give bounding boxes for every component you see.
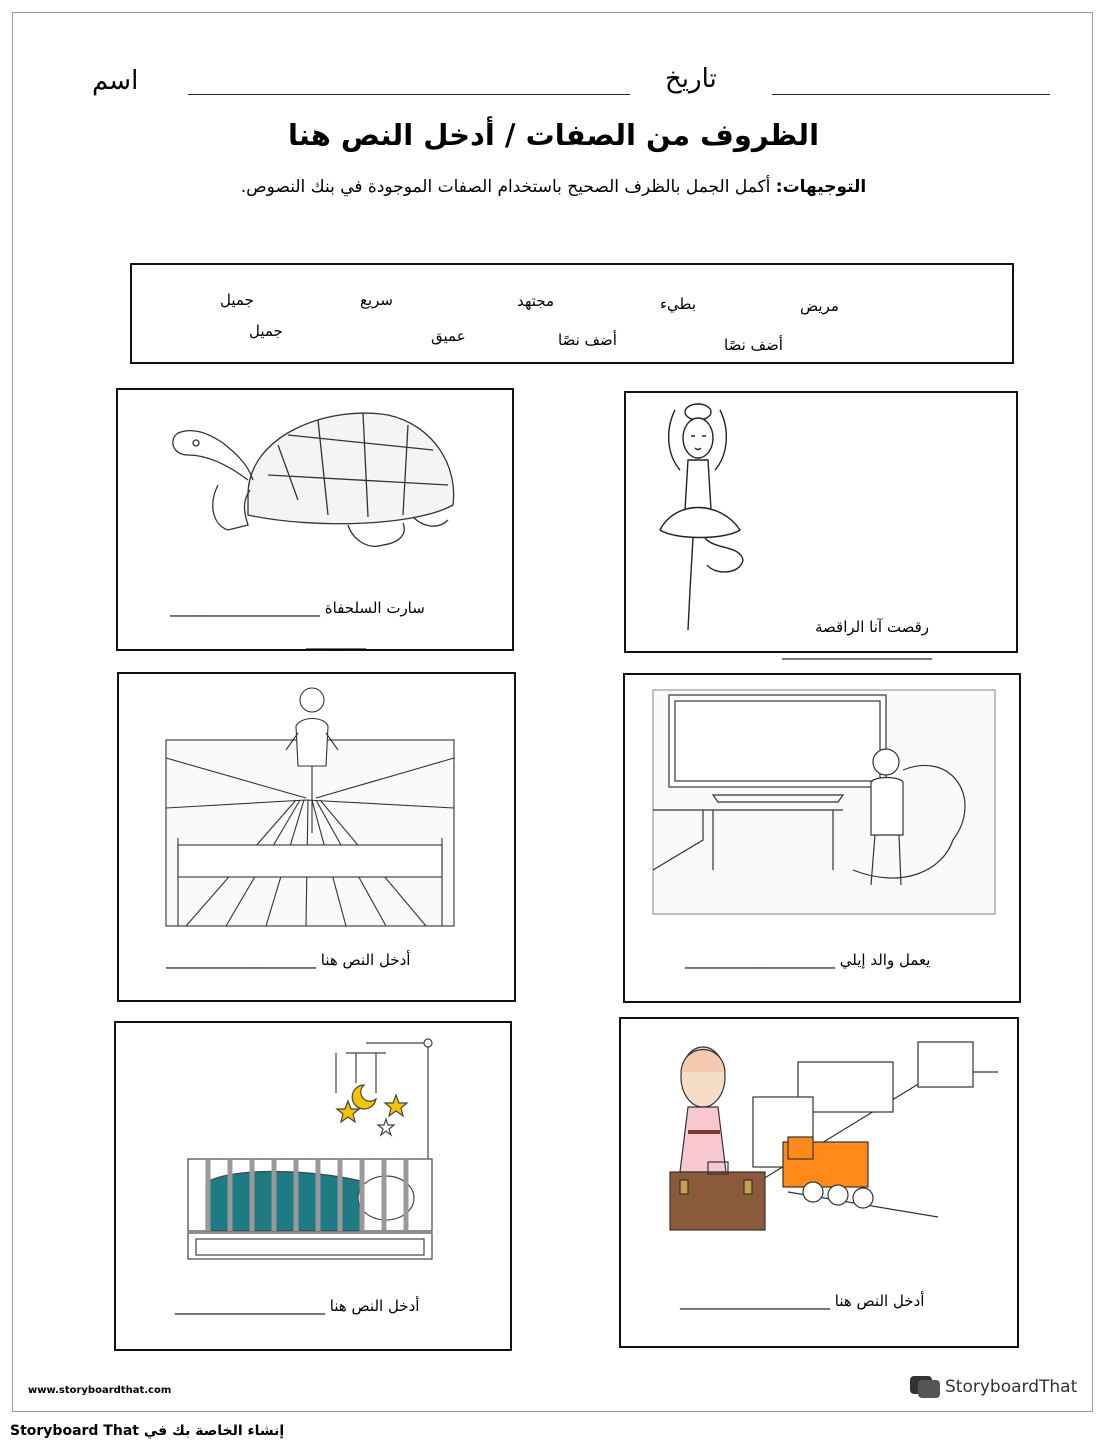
logo-text: StoryboardThat xyxy=(945,1377,1078,1397)
tortoise-illustration xyxy=(168,405,458,555)
website-link[interactable]: www.storyboardthat.com xyxy=(28,1385,172,1396)
date-line[interactable] xyxy=(772,94,1050,95)
card-tortoise-blank[interactable]: ________ xyxy=(306,632,366,650)
word-bank-item: مجتهد xyxy=(517,292,555,310)
storyboardthat-logo-icon xyxy=(909,1375,941,1399)
name-line[interactable] xyxy=(188,94,630,95)
crib-mobile-illustration xyxy=(186,1033,438,1265)
date-label: تاريخ xyxy=(665,64,717,94)
word-bank-item: أضف نصًا xyxy=(558,331,617,349)
word-bank-item: سريع xyxy=(360,291,394,309)
card-crib-sentence: أدخل النص هنا ____________________ xyxy=(175,1297,420,1315)
card-cyclist-sentence: أدخل النص هنا ____________________ xyxy=(166,951,411,969)
girl-train-illustration xyxy=(668,1032,998,1237)
create-note[interactable]: إنشاء الخاصة بك في Storyboard That xyxy=(10,1423,285,1439)
word-bank-item: جميل xyxy=(220,291,254,309)
card-tortoise-sentence: سارت السلحفاة ____________________ xyxy=(170,599,425,617)
directions-label: التوجيهات: xyxy=(775,177,867,197)
office-worker-illustration xyxy=(653,690,995,914)
card-ballerina-blank[interactable]: ____________________ xyxy=(782,642,932,660)
card-train-sentence: أدخل النص هنا ____________________ xyxy=(680,1292,925,1310)
cyclist-illustration xyxy=(166,688,454,926)
card-ballerina-sentence: رقصت آنا الراقصة xyxy=(815,618,930,636)
word-bank-item: أضف نصًا xyxy=(724,336,783,354)
name-label: اسم xyxy=(92,66,139,96)
directions-text: أكمل الجمل بالظرف الصحيح باستخدام الصفات الموجودة في بنك النصوص. xyxy=(240,177,771,197)
word-bank-item: مريض xyxy=(800,297,839,315)
directions xyxy=(0,177,1107,197)
word-bank-item: عميق xyxy=(431,327,466,345)
page-title: الظروف من الصفات / أدخل النص هنا xyxy=(287,118,820,152)
ballerina-illustration xyxy=(655,400,755,635)
card-office-sentence: يعمل والد إيلي ____________________ xyxy=(685,951,931,969)
word-bank-item: بطيء xyxy=(660,295,697,313)
word-bank-item: جميل xyxy=(249,322,283,340)
storyboardthat-logo[interactable] xyxy=(909,1375,1077,1399)
